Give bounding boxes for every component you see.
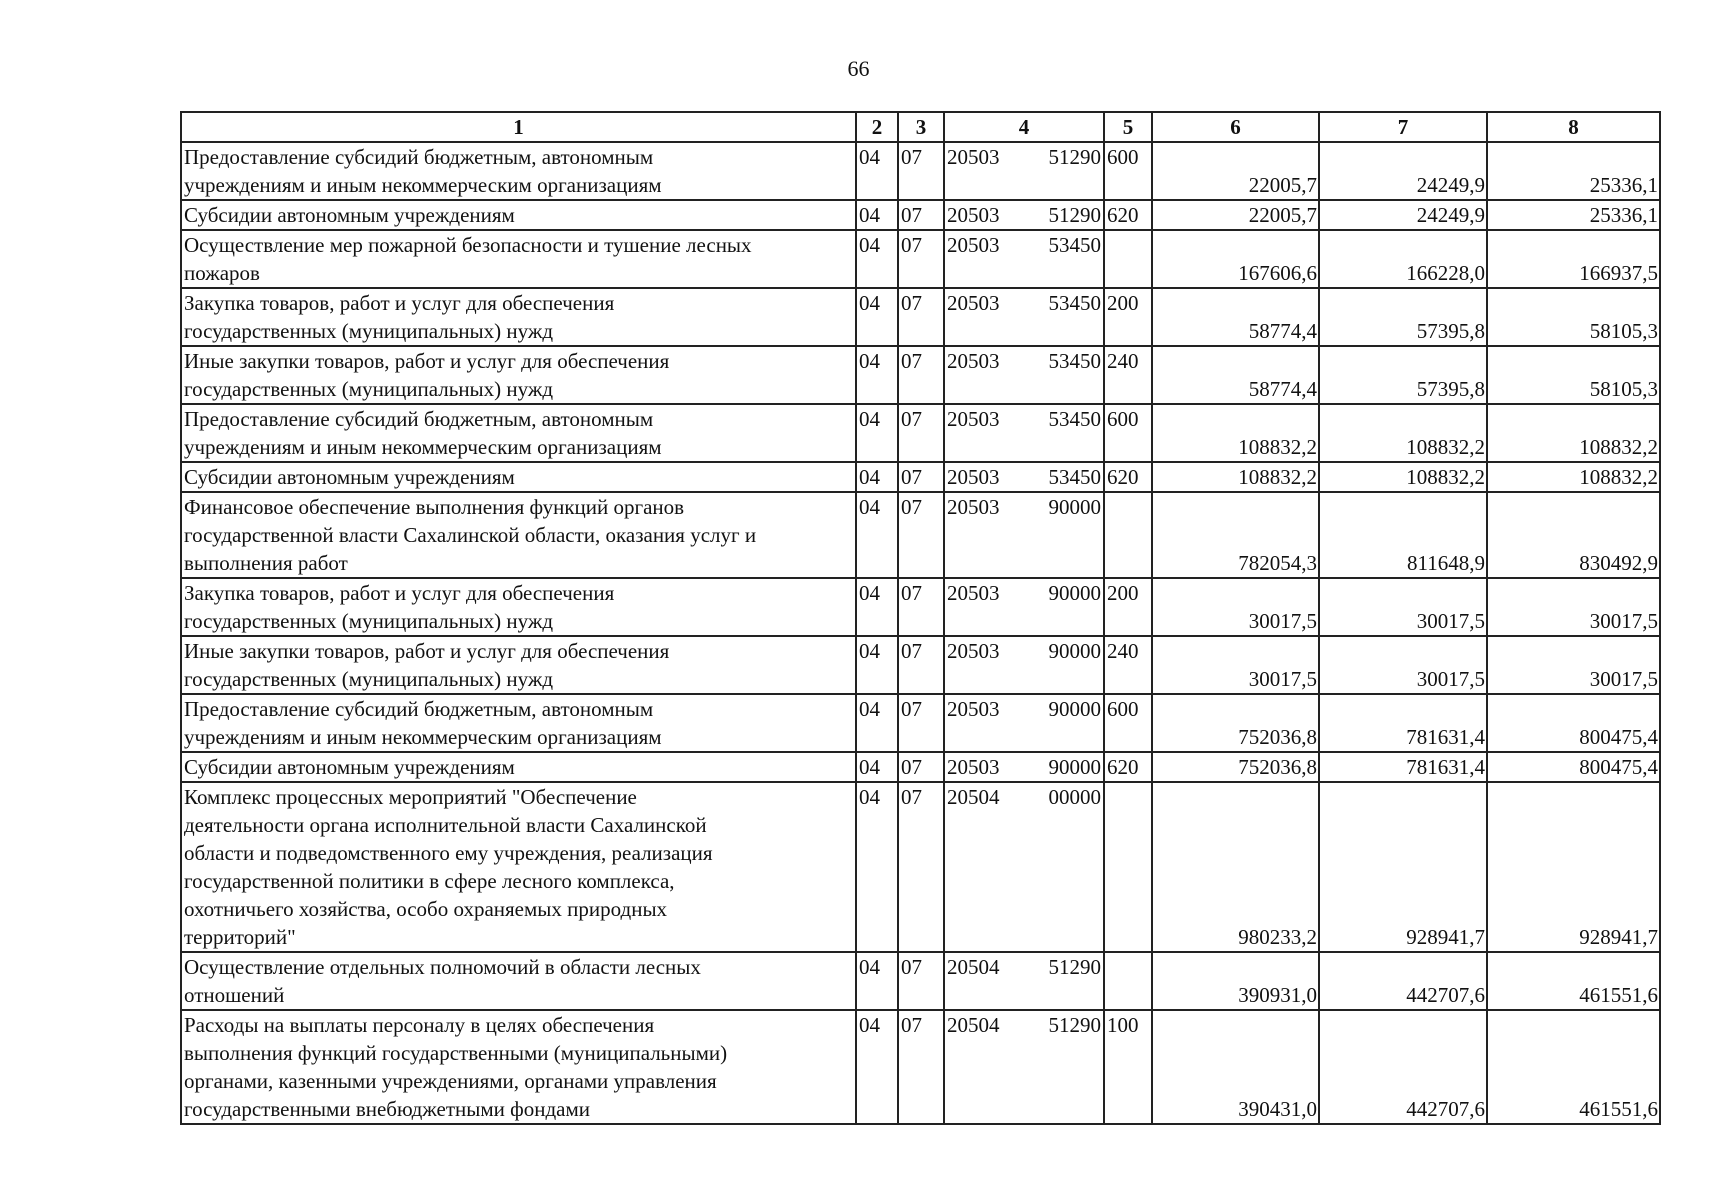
amount-col-7: 24249,9 xyxy=(1319,142,1487,200)
amount-col-8: 30017,5 xyxy=(1487,636,1660,694)
table-row xyxy=(181,230,1660,288)
code-direction: 53450 xyxy=(1048,407,1101,431)
code-subsection: 07 xyxy=(898,694,944,752)
code-direction: 90000 xyxy=(1048,495,1101,519)
amount-col-6: 108832,2 xyxy=(1152,404,1319,462)
row-name: Субсидии автономным учреждениям xyxy=(181,752,856,782)
code-section: 04 xyxy=(856,1010,898,1124)
code-expense-type xyxy=(1104,782,1152,952)
code-section: 04 xyxy=(856,346,898,404)
amount-col-8: 30017,5 xyxy=(1487,578,1660,636)
code-section: 04 xyxy=(856,404,898,462)
amount-col-8: 800475,4 xyxy=(1487,694,1660,752)
table-row xyxy=(181,578,1660,636)
code-program: 20503 xyxy=(947,581,1000,605)
code-section: 04 xyxy=(856,200,898,230)
amount-col-6: 390931,0 xyxy=(1152,952,1319,1010)
header-row xyxy=(181,112,1660,142)
code-target-article xyxy=(944,200,1104,230)
row-name: Предоставление субсидий бюджетным, автономным учреждениям и иным некоммерческим организациям xyxy=(181,142,856,200)
code-target-article xyxy=(944,492,1104,578)
header-col-2: 2 xyxy=(856,112,898,142)
code-program: 20503 xyxy=(947,465,1000,489)
row-name: Расходы на выплаты персоналу в целях обеспечения выполнения функций государственными (муниципальными) органами, казенными учреждениями, органами управления государственными внебюджетными фондами xyxy=(181,1010,856,1124)
row-name: Осуществление мер пожарной безопасности и тушение лесных пожаров xyxy=(181,230,856,288)
row-name: Предоставление субсидий бюджетным, автономным учреждениям и иным некоммерческим организациям xyxy=(181,404,856,462)
header-col-7: 7 xyxy=(1319,112,1487,142)
code-program: 20504 xyxy=(947,785,1000,809)
code-program: 20503 xyxy=(947,145,1000,169)
code-expense-type: 240 xyxy=(1104,346,1152,404)
code-expense-type: 600 xyxy=(1104,404,1152,462)
amount-col-8: 58105,3 xyxy=(1487,346,1660,404)
code-program: 20504 xyxy=(947,1013,1000,1037)
amount-col-8: 25336,1 xyxy=(1487,142,1660,200)
row-name: Субсидии автономным учреждениям xyxy=(181,200,856,230)
code-target-article xyxy=(944,230,1104,288)
table-row xyxy=(181,752,1660,782)
row-name: Финансовое обеспечение выполнения функций органов государственной власти Сахалинской области, оказания услуг и выполнения работ xyxy=(181,492,856,578)
code-subsection: 07 xyxy=(898,346,944,404)
amount-col-8: 800475,4 xyxy=(1487,752,1660,782)
amount-col-8: 58105,3 xyxy=(1487,288,1660,346)
amount-col-6: 752036,8 xyxy=(1152,752,1319,782)
code-program: 20503 xyxy=(947,697,1000,721)
code-direction: 90000 xyxy=(1048,755,1101,779)
code-expense-type: 620 xyxy=(1104,752,1152,782)
code-target-article xyxy=(944,1010,1104,1124)
code-direction: 53450 xyxy=(1048,349,1101,373)
code-program: 20504 xyxy=(947,955,1000,979)
amount-col-7: 781631,4 xyxy=(1319,752,1487,782)
code-direction: 51290 xyxy=(1048,1013,1101,1037)
header-col-5: 5 xyxy=(1104,112,1152,142)
amount-col-6: 167606,6 xyxy=(1152,230,1319,288)
row-name: Субсидии автономным учреждениям xyxy=(181,462,856,492)
budget-table xyxy=(180,111,1661,1125)
row-name: Закупка товаров, работ и услуг для обеспечения государственных (муниципальных) нужд xyxy=(181,578,856,636)
row-name: Комплекс процессных мероприятий "Обеспечение деятельности органа исполнительной власти Сахалинской области и подведомственного ему учреждения, реализация государственной политики в сфере лесного комплекса, охотничьего хозяйства, особо охраняемых природных территорий" xyxy=(181,782,856,952)
code-expense-type: 620 xyxy=(1104,200,1152,230)
amount-col-6: 22005,7 xyxy=(1152,200,1319,230)
amount-col-6: 30017,5 xyxy=(1152,578,1319,636)
code-direction: 53450 xyxy=(1048,233,1101,257)
code-direction: 51290 xyxy=(1048,955,1101,979)
code-direction: 90000 xyxy=(1048,639,1101,663)
code-direction: 00000 xyxy=(1048,785,1101,809)
code-program: 20503 xyxy=(947,755,1000,779)
code-expense-type: 200 xyxy=(1104,288,1152,346)
table-row xyxy=(181,1010,1660,1124)
code-expense-type: 240 xyxy=(1104,636,1152,694)
code-expense-type: 200 xyxy=(1104,578,1152,636)
code-expense-type: 100 xyxy=(1104,1010,1152,1124)
code-section: 04 xyxy=(856,142,898,200)
amount-col-8: 25336,1 xyxy=(1487,200,1660,230)
amount-col-7: 30017,5 xyxy=(1319,636,1487,694)
table-row xyxy=(181,782,1660,952)
amount-col-8: 928941,7 xyxy=(1487,782,1660,952)
code-expense-type: 620 xyxy=(1104,462,1152,492)
table-row xyxy=(181,288,1660,346)
code-direction: 53450 xyxy=(1048,465,1101,489)
code-target-article xyxy=(944,142,1104,200)
code-subsection: 07 xyxy=(898,782,944,952)
row-name: Иные закупки товаров, работ и услуг для обеспечения государственных (муниципальных) нужд xyxy=(181,636,856,694)
code-subsection: 07 xyxy=(898,142,944,200)
code-direction: 51290 xyxy=(1048,145,1101,169)
code-subsection: 07 xyxy=(898,752,944,782)
code-section: 04 xyxy=(856,462,898,492)
table-row xyxy=(181,694,1660,752)
table-row xyxy=(181,404,1660,462)
code-section: 04 xyxy=(856,230,898,288)
amount-col-8: 830492,9 xyxy=(1487,492,1660,578)
code-target-article xyxy=(944,694,1104,752)
header-col-1: 1 xyxy=(181,112,856,142)
code-subsection: 07 xyxy=(898,492,944,578)
amount-col-7: 57395,8 xyxy=(1319,346,1487,404)
header-col-8: 8 xyxy=(1487,112,1660,142)
code-program: 20503 xyxy=(947,291,1000,315)
code-direction: 51290 xyxy=(1048,203,1101,227)
code-section: 04 xyxy=(856,636,898,694)
amount-col-7: 108832,2 xyxy=(1319,462,1487,492)
amount-col-6: 58774,4 xyxy=(1152,288,1319,346)
code-expense-type: 600 xyxy=(1104,694,1152,752)
code-direction: 53450 xyxy=(1048,291,1101,315)
code-target-article xyxy=(944,752,1104,782)
amount-col-6: 30017,5 xyxy=(1152,636,1319,694)
row-name: Закупка товаров, работ и услуг для обеспечения государственных (муниципальных) нужд xyxy=(181,288,856,346)
code-program: 20503 xyxy=(947,639,1000,663)
table-row xyxy=(181,636,1660,694)
table-row xyxy=(181,142,1660,200)
amount-col-7: 108832,2 xyxy=(1319,404,1487,462)
code-subsection: 07 xyxy=(898,578,944,636)
amount-col-6: 782054,3 xyxy=(1152,492,1319,578)
code-section: 04 xyxy=(856,752,898,782)
code-section: 04 xyxy=(856,492,898,578)
code-target-article xyxy=(944,782,1104,952)
code-target-article xyxy=(944,346,1104,404)
amount-col-6: 752036,8 xyxy=(1152,694,1319,752)
amount-col-7: 781631,4 xyxy=(1319,694,1487,752)
code-target-article xyxy=(944,636,1104,694)
amount-col-7: 30017,5 xyxy=(1319,578,1487,636)
amount-col-6: 980233,2 xyxy=(1152,782,1319,952)
code-target-article xyxy=(944,404,1104,462)
code-section: 04 xyxy=(856,694,898,752)
code-program: 20503 xyxy=(947,495,1000,519)
code-target-article xyxy=(944,462,1104,492)
amount-col-8: 461551,6 xyxy=(1487,1010,1660,1124)
amount-col-7: 928941,7 xyxy=(1319,782,1487,952)
code-expense-type: 600 xyxy=(1104,142,1152,200)
header-col-6: 6 xyxy=(1152,112,1319,142)
amount-col-6: 22005,7 xyxy=(1152,142,1319,200)
amount-col-7: 57395,8 xyxy=(1319,288,1487,346)
table-row xyxy=(181,952,1660,1010)
row-name: Предоставление субсидий бюджетным, автономным учреждениям и иным некоммерческим организациям xyxy=(181,694,856,752)
row-name: Осуществление отдельных полномочий в области лесных отношений xyxy=(181,952,856,1010)
code-subsection: 07 xyxy=(898,636,944,694)
amount-col-8: 108832,2 xyxy=(1487,462,1660,492)
code-subsection: 07 xyxy=(898,200,944,230)
code-section: 04 xyxy=(856,782,898,952)
amount-col-7: 24249,9 xyxy=(1319,200,1487,230)
code-program: 20503 xyxy=(947,233,1000,257)
amount-col-6: 58774,4 xyxy=(1152,346,1319,404)
table-header xyxy=(181,112,1660,142)
table-row xyxy=(181,492,1660,578)
table-row xyxy=(181,462,1660,492)
row-name: Иные закупки товаров, работ и услуг для обеспечения государственных (муниципальных) нужд xyxy=(181,346,856,404)
code-direction: 90000 xyxy=(1048,581,1101,605)
code-direction: 90000 xyxy=(1048,697,1101,721)
amount-col-7: 811648,9 xyxy=(1319,492,1487,578)
code-subsection: 07 xyxy=(898,288,944,346)
code-subsection: 07 xyxy=(898,462,944,492)
table-body xyxy=(181,142,1660,1124)
code-target-article xyxy=(944,288,1104,346)
code-program: 20503 xyxy=(947,203,1000,227)
header-col-3: 3 xyxy=(898,112,944,142)
amount-col-7: 166228,0 xyxy=(1319,230,1487,288)
code-program: 20503 xyxy=(947,407,1000,431)
amount-col-8: 166937,5 xyxy=(1487,230,1660,288)
code-subsection: 07 xyxy=(898,952,944,1010)
amount-col-7: 442707,6 xyxy=(1319,952,1487,1010)
table-row xyxy=(181,346,1660,404)
code-program: 20503 xyxy=(947,349,1000,373)
code-target-article xyxy=(944,952,1104,1010)
amount-col-6: 108832,2 xyxy=(1152,462,1319,492)
amount-col-8: 108832,2 xyxy=(1487,404,1660,462)
code-section: 04 xyxy=(856,578,898,636)
amount-col-8: 461551,6 xyxy=(1487,952,1660,1010)
code-expense-type xyxy=(1104,230,1152,288)
code-expense-type xyxy=(1104,952,1152,1010)
amount-col-7: 442707,6 xyxy=(1319,1010,1487,1124)
code-section: 04 xyxy=(856,288,898,346)
page-number: 66 xyxy=(847,56,870,81)
code-section: 04 xyxy=(856,952,898,1010)
table-row xyxy=(181,200,1660,230)
code-subsection: 07 xyxy=(898,1010,944,1124)
code-target-article xyxy=(944,578,1104,636)
code-subsection: 07 xyxy=(898,230,944,288)
header-col-4: 4 xyxy=(944,112,1104,142)
code-expense-type xyxy=(1104,492,1152,578)
amount-col-6: 390431,0 xyxy=(1152,1010,1319,1124)
code-subsection: 07 xyxy=(898,404,944,462)
